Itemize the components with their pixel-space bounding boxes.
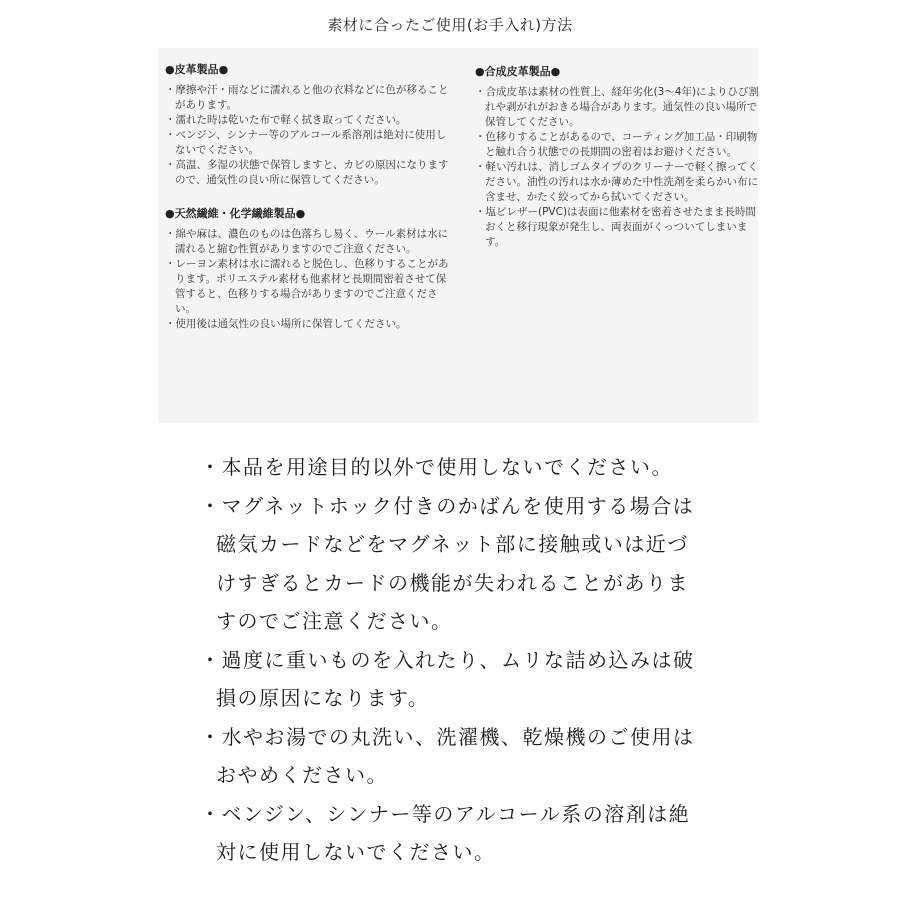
care-item: ・軽い汚れは、消しゴムタイプのクリーナーで軽く擦ってください。油性の汚れは水か薄めた中性洗剤を柔らかい布に含ませ、かたく絞ってから拭いてください。 (475, 161, 758, 203)
care-item: ・綿や麻は、濃色のものは色落ちし易く、ウール素材は水に濡れると縮む性質がありますのでご注意ください。 (165, 228, 449, 255)
section-heading: ●合成皮革製品● (475, 65, 561, 78)
right-column (475, 64, 765, 268)
care-item: ・合成皮革は素材の性質上、経年劣化(3～4年)によりひび割れや剥がれがおきる場合があります。通気性の良い場所で保管してください。 (475, 86, 760, 128)
care-item: ・レーヨン素材は水に濡れると脱色し、色移りすることがあります。ポリエステル素材も他素材と長期間密着させて保管すると、色移りする場合がありますのでご注意ください。 (165, 258, 449, 315)
left-column (165, 62, 455, 350)
caution-item: ・本品を用途目的以外で使用しないでください。 (200, 455, 673, 479)
caution-item: ・マグネットホック付きのかばんを使用する場合は磁気カードなどをマグネット部に接触或いは近づけすぎるとカードの機能が失われることがありますのでご注意ください。 (200, 493, 695, 633)
section-synthetic-leather (475, 64, 765, 250)
care-item: ・濡れた時は乾いた布で軽く拭き取ってください。 (165, 114, 407, 126)
section-heading: ●皮革製品● (165, 63, 229, 76)
page-title: 素材に合ったご使用(お手入れ)方法 (327, 16, 573, 34)
section-fiber (165, 206, 455, 332)
care-item: ・色移りすることがあるので、コーティング加工品・印刷物と触れ合う状態での長期間の密着はお避けください。 (475, 131, 758, 158)
section-heading: ●天然繊維・化学繊維製品● (165, 207, 306, 220)
care-item: ・ベンジン、シンナー等のアルコール系溶剤は絶対に使用しないでください。 (165, 129, 447, 156)
caution-item: ・水やお湯での丸洗い、洗濯機、乾燥機のご使用はおやめください。 (200, 724, 695, 787)
section-leather (165, 62, 455, 188)
care-item: ・使用後は通気性の良い場所に保管してください。 (165, 318, 407, 330)
caution-item: ・過度に重いものを入れたり、ムリな詰め込みは破損の原因になります。 (200, 647, 695, 710)
caution-notes (200, 448, 700, 872)
care-item: ・高温、多湿の状態で保管しますと、カビの原因になりますので、通気性の良い所に保管してください。 (165, 159, 449, 186)
care-item: ・塩ビレザー(PVC)は表面に他素材を密着させたまま長時間おくと移行現象が発生し、両表面がくっついてしまいます。 (475, 206, 757, 248)
care-item: ・摩擦や汗・雨などに濡れると他の衣料などに色が移ることがあります。 (165, 84, 449, 111)
caution-item: ・ベンジン、シンナー等のアルコール系の溶剤は絶対に使用しないでください。 (200, 801, 691, 864)
